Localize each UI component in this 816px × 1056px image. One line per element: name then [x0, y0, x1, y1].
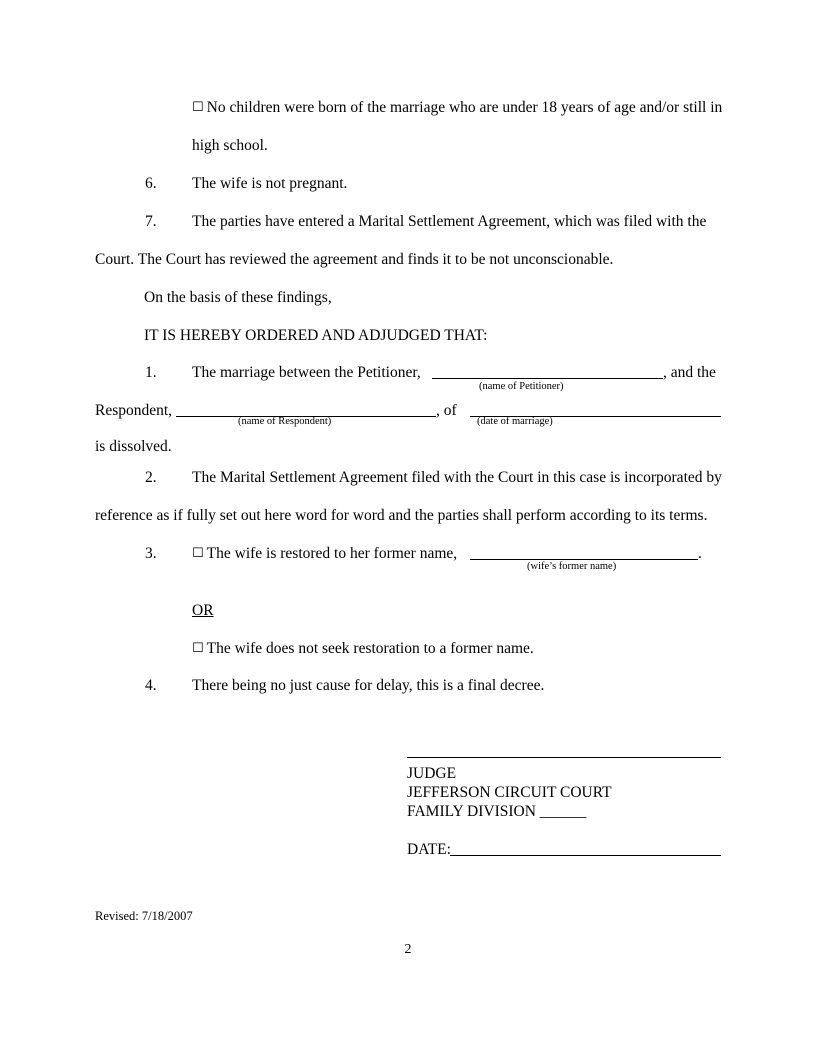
finding-7-text-line1: The parties have entered a Marital Settlement Agreement, which was filed with the [192, 213, 707, 230]
caption-name-of-respondent: (name of Respondent) [238, 416, 332, 427]
petitioner-name-fill-line[interactable] [432, 378, 663, 379]
caption-name-of-petitioner: (name of Petitioner) [479, 381, 564, 392]
finding-no-children-text-line1: No children were born of the marriage who are under 18 years of age and/or still in [206, 99, 723, 116]
ordered-3-option-restored-period: . [698, 545, 702, 562]
ordered-4-text: There being no just cause for delay, this is a final decree. [192, 677, 545, 694]
revised-date-footer: Revised: 7/18/2007 [95, 909, 193, 923]
wife-former-name-fill-line[interactable] [470, 559, 698, 560]
ordered-1-respondent-label: Respondent, [95, 402, 173, 419]
ordered-3-option-no-restoration [192, 630, 534, 668]
finding-no-children-line1 [192, 89, 727, 127]
finding-7-number: 7. [145, 213, 157, 230]
ordered-3-option-restored [192, 535, 457, 573]
ordered-1-text-before-petitioner-line: The marriage between the Petitioner, [192, 364, 421, 381]
finding-no-children-line2: high school. [192, 137, 268, 154]
basis-of-findings-text: On the basis of these findings, [144, 289, 332, 306]
checkbox-no-children-icon[interactable]: ☐ [192, 100, 204, 115]
ordered-1-text-of: , of [436, 402, 457, 419]
caption-wifes-former-name: (wife’s former name) [527, 561, 617, 572]
finding-6-number: 6. [145, 175, 157, 192]
ordered-1-number: 1. [145, 364, 157, 381]
finding-7-text-line2: Court. The Court has reviewed the agreement and finds it to be not unconscionable. [95, 251, 614, 268]
ordered-2-number: 2. [145, 469, 157, 486]
checkbox-restore-former-name-icon[interactable]: ☐ [192, 546, 204, 561]
judge-signature-line[interactable] [407, 757, 721, 758]
finding-6-text: The wife is not pregnant. [192, 175, 348, 192]
ordered-3-or-label: OR [192, 602, 214, 619]
ordered-2-text-line2: reference as if fully set out here word for word and the parties shall perform according to its terms. [95, 507, 708, 524]
page-number-footer: 2 [404, 942, 412, 957]
caption-date-of-marriage: (date of marriage) [477, 416, 553, 427]
date-fill-line[interactable] [450, 855, 721, 856]
ordered-3-option-no-restoration-text: The wife does not seek restoration to a former name. [206, 640, 534, 657]
family-division-label: FAMILY DIVISION ______ [407, 803, 587, 820]
checkbox-no-restoration-icon[interactable]: ☐ [192, 641, 204, 656]
ordered-1-is-dissolved: is dissolved. [95, 438, 172, 455]
ordered-3-number: 3. [145, 545, 157, 562]
ordered-1-text-after-petitioner-line: , and the [663, 364, 716, 381]
ordered-4-number: 4. [145, 677, 157, 694]
ordered-adjudged-heading: IT IS HEREBY ORDERED AND ADJUDGED THAT: [144, 327, 488, 344]
ordered-3-option-restored-text: The wife is restored to her former name, [206, 545, 458, 562]
court-name-label: JEFFERSON CIRCUIT COURT [407, 784, 612, 801]
date-label: DATE: [407, 841, 451, 858]
ordered-2-text-line1: The Marital Settlement Agreement filed with the Court in this case is incorporated by [192, 469, 722, 486]
judge-label: JUDGE [407, 765, 457, 782]
